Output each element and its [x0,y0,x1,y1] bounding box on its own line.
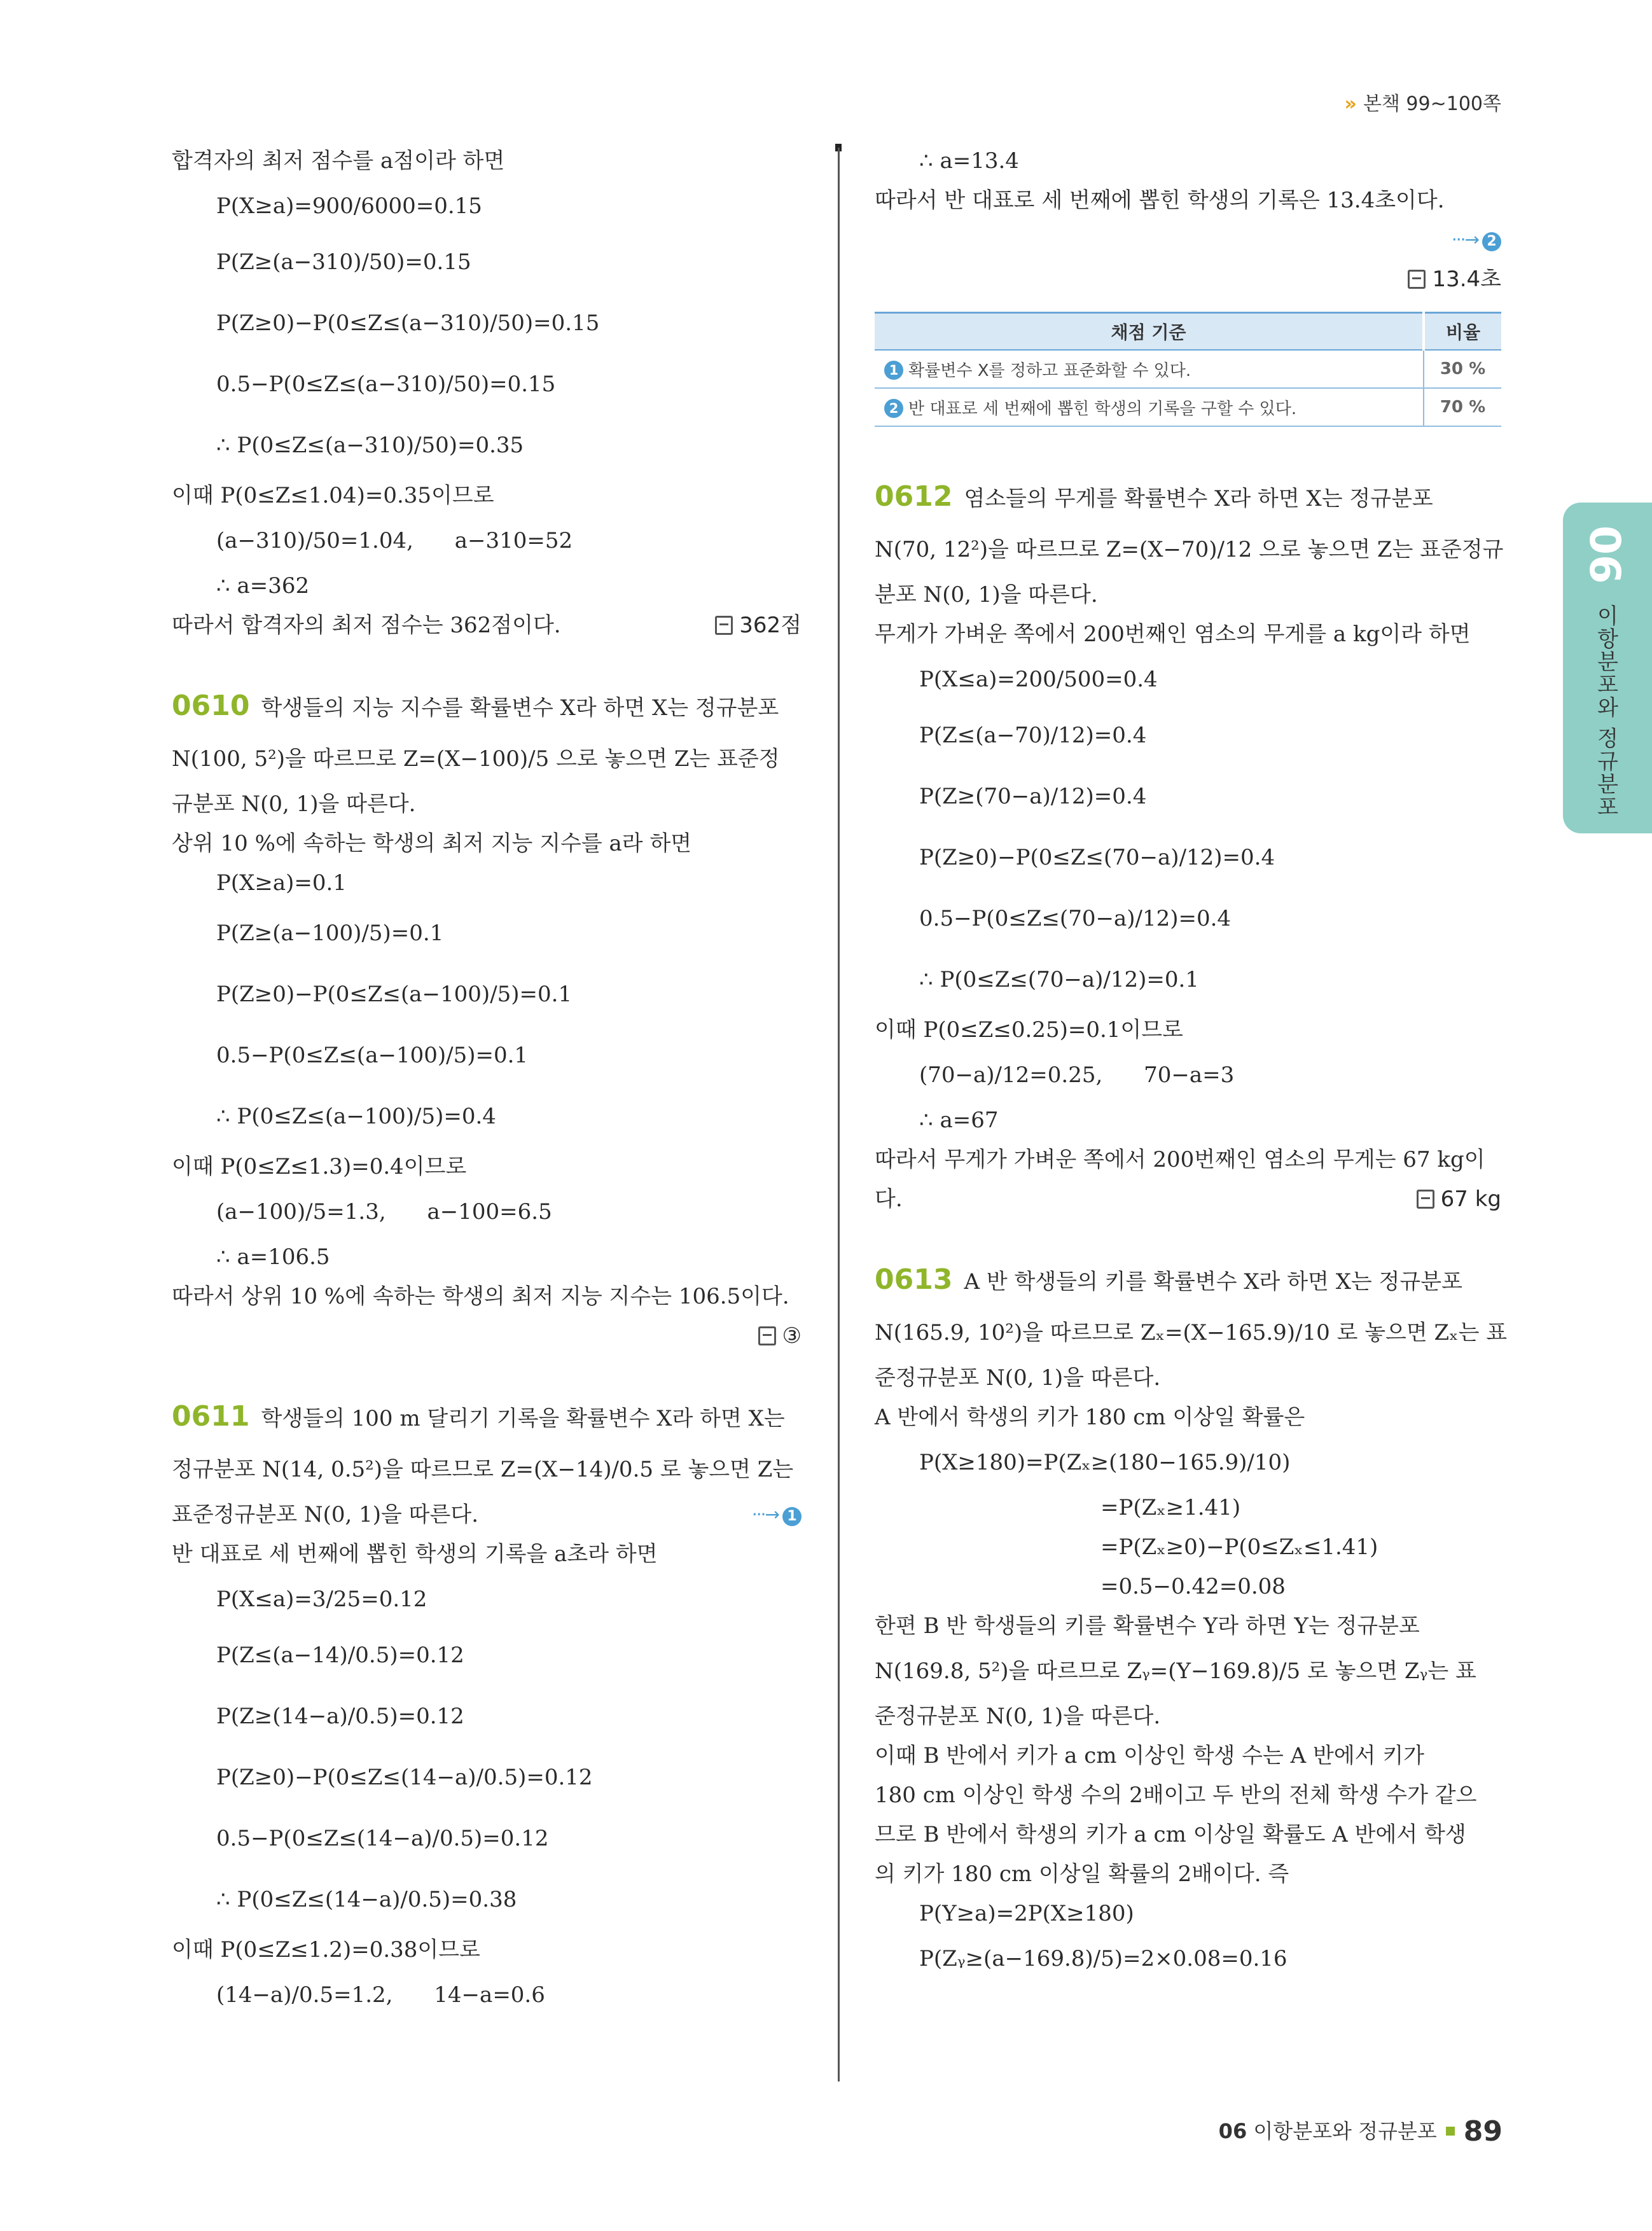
solution-line [875,1697,1501,1736]
line-text: 한편 B 반 학생들의 키를 확률변수 Y라 하면 Y는 정규분포 [875,1613,1420,1639]
line-text: ∴ a=362 [216,573,310,599]
line-text: 상위 10 %에 속하는 학생의 최저 지능 지수를 a라 하면 [172,831,692,856]
line-text: P(Z≥0)−P(0≤Z≤(70−a)/12)=0.4 [919,845,1275,870]
line-text: P(X≥a)=0.1 [216,870,347,896]
rubric-criterion-text: 확률변수 X를 정하고 표준화할 수 있다. [908,361,1191,380]
solution-line [172,1237,802,1277]
answer-text: 67 kg [1440,1186,1501,1212]
section-gap [875,1219,1501,1255]
solution-line [875,1050,1501,1101]
rubric-criterion-text: 반 대표로 세 번째에 뽑힌 학생의 기록을 구할 수 있다. [908,399,1297,419]
solution-line [172,293,802,354]
solution-line [172,1625,802,1686]
step-number-badge: 1 [884,361,903,380]
line-text: P(X≤a)=200/500=0.4 [919,667,1158,692]
line-text: N(165.9, 10²)을 따르므로 Zₓ=(X−165.9)/10 로 놓으면 Zₓ는 표 [875,1320,1508,1345]
page-reference-text: 본책 99~100쪽 [1363,93,1501,115]
solution-line [875,1567,1501,1606]
line-text: P(Z≤(a−70)/12)=0.4 [919,723,1147,748]
line-text: 규분포 N(0, 1)을 따른다. [172,791,416,817]
solution-line [172,1086,802,1147]
solution-line [172,903,802,964]
solution-line [875,1933,1501,1984]
problem-number: 0611 [172,1400,250,1433]
solution-line [172,606,802,645]
line-text: 이때 B 반에서 키가 a cm 이상인 학생 수는 A 반에서 키가 [875,1743,1425,1769]
line-text: (a−310)/50=1.04, a−310=52 [216,528,573,553]
rubric-header-ratio: 비율 [1424,313,1501,351]
solution-line [172,824,802,863]
line-text: 학생들의 100 m 달리기 기록을 확률변수 X라 하면 X는 [261,1406,785,1431]
line-text: A 반에서 학생의 키가 180 cm 이상일 확률은 [875,1405,1305,1430]
line-text: 분포 N(0, 1)을 따른다. [875,582,1098,608]
line-text: P(Y≥a)=2P(X≥180) [919,1901,1134,1926]
solution-line [875,888,1501,949]
column-divider [838,148,840,2082]
solution-line [172,1747,802,1808]
line-text: 다. [875,1186,903,1212]
line-text: (14−a)/0.5=1.2, 14−a=0.6 [216,1982,545,2008]
line-text: ∴ P(0≤Z≤(70−a)/12)=0.1 [919,967,1199,992]
rubric-row [875,350,1501,388]
solution-line [172,1686,802,1747]
arrow-icon: ···→ [1451,229,1478,250]
line-text: (a−100)/5=1.3, a−100=6.5 [216,1199,552,1225]
answer-icon [715,616,733,635]
line-text: ∴ P(0≤Z≤(a−100)/5)=0.4 [216,1104,496,1129]
line-text: 이때 P(0≤Z≤1.04)=0.35이므로 [172,483,494,508]
answer-text: 13.4초 [1432,267,1501,292]
line-text: ∴ a=106.5 [216,1244,330,1270]
rubric-header-criteria: 채점 기준 [875,313,1424,351]
line-text: =P(Zₓ≥0)−P(0≤Zₓ≤1.41) [1100,1534,1378,1560]
solution-line [875,615,1501,654]
line-text: 정규분포 N(14, 0.5²)을 따르므로 Z=(X−14)/0.5 로 놓으면 Z는 [172,1457,794,1482]
line-text: 표준정규분포 N(0, 1)을 따른다. [172,1502,479,1527]
problem-heading-line [172,681,802,733]
line-text: P(Z≥(14−a)/0.5)=0.12 [216,1704,464,1729]
solution-line [172,964,802,1025]
solution-line [172,181,802,232]
answer-icon [758,1326,776,1345]
solution-line [875,949,1501,1010]
solution-line [875,141,1501,181]
line-text: =P(Zₓ≥1.41) [1100,1495,1241,1520]
solution-line [172,1186,802,1237]
double-chevron-icon: » [1344,93,1357,115]
solution-line [875,1776,1501,1815]
line-text: 합격자의 최저 점수를 a점이라 하면 [172,148,505,174]
answer-label [1408,260,1501,299]
line-text: 학생들의 지능 지수를 확률변수 X라 하면 X는 정규분포 [261,695,779,721]
line-text: P(Z≥(70−a)/12)=0.4 [919,784,1147,809]
solution-line [172,415,802,476]
line-text: ∴ P(0≤Z≤(a−310)/50)=0.35 [216,433,524,458]
chapter-number: 06 [1580,525,1629,584]
solution-line [875,1358,1501,1398]
solution-line [875,1398,1501,1437]
line-text: P(Z≥0)−P(0≤Z≤(a−100)/5)=0.1 [216,982,573,1007]
step-number-badge: 2 [884,399,903,418]
solution-line [875,1140,1501,1179]
solution-line [875,1606,1501,1646]
problem-heading-line [875,471,1501,524]
line-text: =0.5−0.42=0.08 [1100,1574,1286,1599]
line-text: P(Z≥0)−P(0≤Z≤(14−a)/0.5)=0.12 [216,1765,593,1790]
answer-text: ③ [782,1323,802,1349]
solution-line [875,1437,1501,1488]
step-reference [752,1495,802,1534]
rubric-row [875,388,1501,426]
line-text: 의 키가 180 cm 이상일 확률의 2배이다. 즉 [875,1861,1289,1887]
answer-label [715,606,802,645]
solution-line [172,354,802,415]
rubric-criterion [875,350,1424,388]
solution-line [875,1894,1501,1933]
line-text: P(Z≤(a−14)/0.5)=0.12 [216,1643,464,1668]
footer-chapter-title: 이항분포와 정규분포 [1253,2119,1437,2143]
answer-label [758,1316,802,1356]
page-reference [1345,88,1501,116]
solution-line [172,784,802,824]
solution-line [875,260,1501,299]
solution-line [875,575,1501,615]
solution-line [172,1277,802,1316]
section-gap [172,645,802,681]
line-text: 180 cm 이상인 학생 수의 2배이고 두 반의 전체 학생 수가 같으 [875,1783,1477,1808]
solution-line [875,1010,1501,1050]
problem-number: 0612 [875,480,953,513]
footer-square-icon [1446,2127,1455,2136]
line-text: 준정규분포 N(0, 1)을 따른다. [875,1704,1161,1729]
line-text: 0.5−P(0≤Z≤(a−100)/5)=0.1 [216,1043,529,1068]
solution-line [172,863,802,903]
right-top-lines [875,141,1501,299]
line-text: 이때 P(0≤Z≤1.2)=0.38이므로 [172,1937,480,1963]
solution-line [875,1815,1501,1854]
solution-line [172,1534,802,1574]
solution-line [875,654,1501,705]
line-text: P(Z≥0)−P(0≤Z≤(a−310)/50)=0.15 [216,310,600,336]
solution-line [172,515,802,566]
line-text: 따라서 합격자의 최저 점수는 362점이다. [172,613,561,638]
line-text: P(X≤a)=3/25=0.12 [216,1587,427,1612]
solution-line [875,1646,1501,1697]
line-text: 준정규분포 N(0, 1)을 따른다. [875,1365,1161,1391]
step-reference [1452,220,1501,260]
section-gap [172,1356,802,1391]
line-text: A 반 학생들의 키를 확률변수 X라 하면 X는 정규분포 [964,1269,1462,1295]
answer-text: 362점 [739,613,802,638]
arrow-icon: ···→ [751,1504,779,1525]
solution-line [875,1179,1501,1219]
chapter-side-tab[interactable] [1563,503,1652,833]
problem-heading-line [875,1255,1501,1307]
line-text: 이때 P(0≤Z≤1.3)=0.4이므로 [172,1154,467,1179]
page-number: 89 [1463,2115,1503,2148]
solution-line [172,1970,802,2020]
line-text: P(Z≥(a−310)/50)=0.15 [216,249,471,275]
solution-line [875,1488,1501,1527]
solution-line [172,1930,802,1970]
solution-line [172,1495,802,1534]
line-text: 따라서 상위 10 %에 속하는 학생의 최저 지능 지수는 106.5이다. [172,1284,789,1309]
solution-line [875,524,1504,575]
solution-line [172,476,802,515]
problem-heading-line [172,1391,802,1444]
answer-icon [1408,270,1426,289]
solution-line [172,1316,802,1356]
solution-line [875,705,1501,766]
page-footer [1219,2115,1503,2148]
solution-line [875,220,1501,260]
solution-line [172,232,802,293]
line-text: P(Z≥(a−100)/5)=0.1 [216,921,444,946]
solution-line [875,1527,1501,1567]
answer-label [1417,1179,1501,1219]
line-text: 0.5−P(0≤Z≤(a−310)/50)=0.15 [216,372,556,397]
left-column [172,141,802,2020]
solution-line [172,566,802,606]
line-text: 염소들의 무게를 확률변수 X라 하면 X는 정규분포 [964,486,1433,511]
problem-number: 0613 [875,1263,953,1296]
line-text: P(X≥180)=P(Zₓ≥(180−165.9)/10) [919,1450,1291,1475]
rubric-ratio: 30 % [1424,350,1501,388]
line-text: N(169.8, 5²)을 따르므로 Zᵧ=(Y−169.8)/5 로 놓으면 Zᵧ는 표 [875,1658,1476,1684]
solution-line [875,181,1501,220]
solution-line [172,141,802,181]
line-text: (70−a)/12=0.25, 70−a=3 [919,1062,1235,1088]
solution-line [875,1854,1501,1894]
line-text: 므로 B 반에서 학생의 키가 a cm 이상일 확률도 A 반에서 학생 [875,1822,1466,1847]
line-text: ∴ P(0≤Z≤(14−a)/0.5)=0.38 [216,1887,517,1912]
line-text: 반 대표로 세 번째에 뽑힌 학생의 기록을 a초라 하면 [172,1541,658,1567]
solution-line [172,1147,802,1186]
right-main-lines [875,471,1508,1984]
line-text: 0.5−P(0≤Z≤(14−a)/0.5)=0.12 [216,1826,549,1851]
solution-line [875,766,1501,827]
step-number-badge: 1 [782,1507,802,1526]
solution-line [172,733,802,784]
problem-number: 0610 [172,690,250,722]
line-text: 무게가 가벼운 쪽에서 200번째인 염소의 무게를 a kg이라 하면 [875,622,1471,647]
line-text: ∴ a=13.4 [919,148,1019,174]
right-column [875,141,1508,1984]
solution-line [172,1808,802,1869]
solution-line [172,1444,802,1495]
solution-line [172,1025,802,1086]
line-text: 따라서 무게가 가벼운 쪽에서 200번째인 염소의 무게는 67 kg이 [875,1147,1485,1172]
line-text: 따라서 반 대표로 세 번째에 뽑힌 학생의 기록은 13.4초이다. [875,188,1445,213]
solution-line [875,827,1501,888]
solution-line [875,1101,1501,1140]
chapter-title: 이항분포와 정규분포 [1593,604,1618,819]
rubric-criterion [875,388,1424,426]
footer-chapter-number: 06 [1218,2119,1247,2143]
line-text: N(100, 5²)을 따르므로 Z=(X−100)/5 으로 놓으면 Z는 표준정 [172,746,780,772]
solution-line [172,1869,802,1930]
solution-line [875,1307,1508,1358]
line-text: 0.5−P(0≤Z≤(70−a)/12)=0.4 [919,906,1232,931]
line-text: N(70, 12²)을 따르므로 Z=(X−70)/12 으로 놓으면 Z는 표준정규 [875,537,1504,562]
line-text: 이때 P(0≤Z≤0.25)=0.1이므로 [875,1017,1183,1043]
solution-line [172,1574,802,1625]
line-text: P(Zᵧ≥(a−169.8)/5)=2×0.08=0.16 [919,1946,1288,1971]
solution-line [875,1736,1501,1776]
rubric-ratio: 70 % [1424,388,1501,426]
line-text: ∴ a=67 [919,1108,999,1133]
answer-icon [1417,1190,1434,1209]
line-text: P(X≥a)=900/6000=0.15 [216,193,482,219]
grading-rubric-table [875,312,1501,427]
step-number-badge: 2 [1482,232,1501,251]
